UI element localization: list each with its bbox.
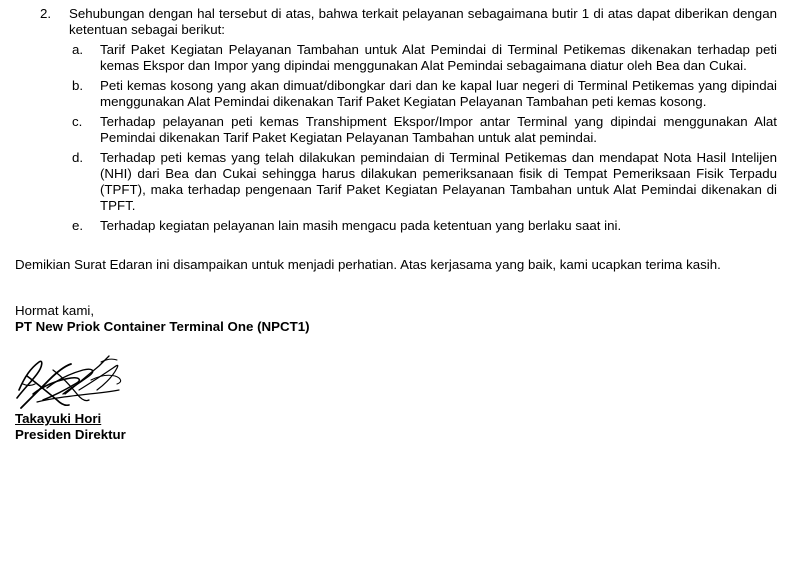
sub-item-letter: b. [72,78,84,93]
closing-paragraph: Demikian Surat Edaran ini disampaikan untuk menjadi perhatian. Atas kerjasama yang baik, kami ucapkan terima kasih. [15,257,721,272]
point-number: 2. [40,6,52,21]
sub-item-c [69,114,777,146]
sub-item-letter: d. [72,150,84,165]
sub-item-text: Terhadap kegiatan pelayanan lain masih mengacu pada ketentuan yang berlaku saat ini. [100,218,622,233]
signer-name: Takayuki Hori [15,411,102,426]
sub-item-text: Terhadap pelayanan peti kemas Transhipment Ekspor/Impor antar Terminal yang dipindai menggunakan Alat Pemindai dikenakan Tarif Paket Kegiatan Pelayanan Tambahan untuk alat pemindai. [100,114,777,145]
sub-item-text: Terhadap peti kemas yang telah dilakukan pemindaian di Terminal Petikemas dan mendapat Nota Hasil Intelijen (NHI) dari Bea dan Cukai sehingga harus dilakukan pemeriksanaan fisik di Tempat Pemeriksaan Fisik Terpadu (TPFT), maka terhadap pengenaan Tarif Paket Kegiatan Pelayanan Tambahan untuk Alat Pemindai dikenakan di TPFT. [100,150,777,213]
sub-item-text: Tarif Paket Kegiatan Pelayanan Tambahan untuk Alat Pemindai di Terminal Petikemas dikenakan terhadap peti kemas Ekspor dan Impor yang dipindai menggunakan Alat Pemindai sebagaimana diatur oleh Bea dan Cukai. [100,42,777,73]
sub-item-d [69,150,777,214]
sub-item-e [69,218,777,234]
sub-item-list [69,42,777,238]
sub-item-letter: c. [72,114,83,129]
signer-title: Presiden Direktur [15,427,126,442]
company-name: PT New Priok Container Terminal One (NPCT1) [15,319,310,334]
sub-item-letter: e. [72,218,84,233]
sign-off-greeting: Hormat kami, [15,303,95,318]
sub-item-text: Peti kemas kosong yang akan dimuat/dibongkar dari dan ke kapal luar negeri di Terminal Petikemas yang dipindai menggunakan Alat Pemindai dikenakan Tarif Paket Kegiatan Pelayanan Tambahan peti kemas kosong. [100,78,777,109]
point-intro-text: Sehubungan dengan hal tersebut di atas, bahwa terkait pelayanan sebagaimana butir 1 di atas dapat diberikan dengan ketentuan sebagai berikut: [69,6,777,37]
handwritten-signature [13,350,128,412]
sub-item-letter: a. [72,42,84,57]
sub-item-b [69,78,777,110]
sub-item-a [69,42,777,74]
